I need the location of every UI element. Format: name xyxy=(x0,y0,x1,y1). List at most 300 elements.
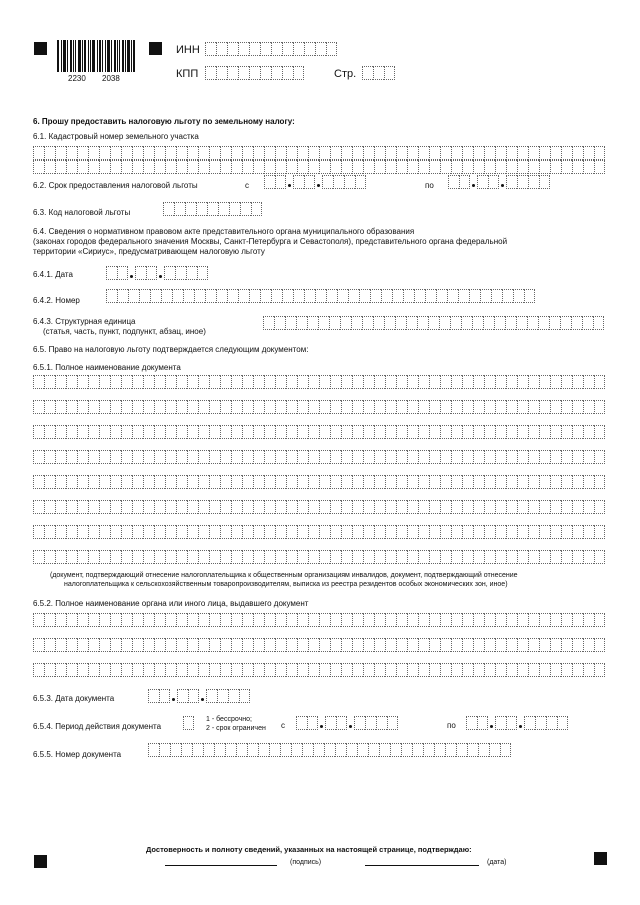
char-cell[interactable] xyxy=(231,425,242,439)
char-cell[interactable] xyxy=(407,450,418,464)
char-cell[interactable] xyxy=(121,500,132,514)
char-cell[interactable] xyxy=(319,663,330,677)
char-cell[interactable] xyxy=(88,375,99,389)
char-cell[interactable] xyxy=(330,160,341,174)
char-cell[interactable] xyxy=(206,689,217,703)
char-cell[interactable] xyxy=(77,613,88,627)
char-cell[interactable] xyxy=(436,289,447,303)
char-cell[interactable] xyxy=(583,550,594,564)
char-cell[interactable] xyxy=(88,400,99,414)
char-cell[interactable] xyxy=(528,500,539,514)
char-cell[interactable] xyxy=(198,613,209,627)
char-cell[interactable] xyxy=(132,500,143,514)
char-cell[interactable] xyxy=(407,375,418,389)
date-part[interactable] xyxy=(448,175,470,189)
benefit-period-to-date[interactable] xyxy=(448,175,550,189)
char-cell[interactable] xyxy=(594,550,605,564)
char-cell[interactable] xyxy=(374,375,385,389)
char-cell[interactable] xyxy=(121,638,132,652)
char-cell[interactable] xyxy=(302,743,313,757)
char-cell[interactable] xyxy=(187,160,198,174)
char-cell[interactable] xyxy=(445,743,456,757)
char-cell[interactable] xyxy=(220,160,231,174)
char-cell[interactable] xyxy=(517,375,528,389)
char-cell[interactable] xyxy=(348,289,359,303)
char-cell[interactable] xyxy=(407,146,418,160)
char-cell[interactable] xyxy=(572,400,583,414)
char-cell[interactable] xyxy=(66,400,77,414)
char-cell[interactable] xyxy=(117,266,128,280)
char-cell[interactable] xyxy=(456,743,467,757)
char-cell[interactable] xyxy=(418,550,429,564)
char-cell[interactable] xyxy=(132,160,143,174)
char-cell[interactable] xyxy=(297,663,308,677)
char-cell[interactable] xyxy=(352,400,363,414)
char-cell[interactable] xyxy=(396,525,407,539)
char-cell[interactable] xyxy=(330,146,341,160)
char-cell[interactable] xyxy=(253,638,264,652)
char-cell[interactable] xyxy=(110,160,121,174)
char-cell[interactable] xyxy=(220,475,231,489)
char-cell[interactable] xyxy=(271,66,282,80)
char-cell[interactable] xyxy=(220,550,231,564)
char-cell[interactable] xyxy=(417,316,428,330)
char-cell[interactable] xyxy=(209,638,220,652)
char-cell[interactable] xyxy=(550,475,561,489)
char-cell[interactable] xyxy=(165,450,176,464)
char-cell[interactable] xyxy=(185,202,196,216)
char-cell[interactable] xyxy=(524,716,535,730)
char-cell[interactable] xyxy=(286,160,297,174)
char-cell[interactable] xyxy=(77,160,88,174)
char-cell[interactable] xyxy=(407,160,418,174)
char-cell[interactable] xyxy=(517,175,528,189)
date-part[interactable] xyxy=(354,716,398,730)
char-cell[interactable] xyxy=(418,475,429,489)
char-cell[interactable] xyxy=(209,400,220,414)
char-cell[interactable] xyxy=(330,375,341,389)
char-cell[interactable] xyxy=(330,613,341,627)
char-cell[interactable] xyxy=(517,525,528,539)
char-cell[interactable] xyxy=(99,400,110,414)
char-cell[interactable] xyxy=(220,613,231,627)
char-cell[interactable] xyxy=(264,450,275,464)
char-cell[interactable] xyxy=(407,613,418,627)
char-cell[interactable] xyxy=(425,289,436,303)
char-cell[interactable] xyxy=(228,689,239,703)
char-cell[interactable] xyxy=(33,475,44,489)
char-cell[interactable] xyxy=(77,500,88,514)
char-cell[interactable] xyxy=(315,42,326,56)
char-cell[interactable] xyxy=(330,550,341,564)
char-cell[interactable] xyxy=(220,450,231,464)
char-cell[interactable] xyxy=(249,289,260,303)
char-cell[interactable] xyxy=(110,450,121,464)
document-name-row-2[interactable] xyxy=(33,400,605,414)
char-cell[interactable] xyxy=(341,425,352,439)
char-cell[interactable] xyxy=(539,663,550,677)
char-cell[interactable] xyxy=(319,525,330,539)
char-cell[interactable] xyxy=(352,638,363,652)
char-cell[interactable] xyxy=(44,450,55,464)
char-cell[interactable] xyxy=(88,160,99,174)
char-cell[interactable] xyxy=(396,375,407,389)
char-cell[interactable] xyxy=(44,500,55,514)
char-cell[interactable] xyxy=(572,450,583,464)
char-cell[interactable] xyxy=(359,289,370,303)
char-cell[interactable] xyxy=(308,450,319,464)
char-cell[interactable] xyxy=(55,475,66,489)
char-cell[interactable] xyxy=(33,550,44,564)
char-cell[interactable] xyxy=(352,550,363,564)
char-cell[interactable] xyxy=(165,500,176,514)
char-cell[interactable] xyxy=(429,400,440,414)
char-cell[interactable] xyxy=(341,638,352,652)
char-cell[interactable] xyxy=(374,146,385,160)
char-cell[interactable] xyxy=(225,743,236,757)
char-cell[interactable] xyxy=(143,613,154,627)
date-part[interactable] xyxy=(495,716,517,730)
char-cell[interactable] xyxy=(77,450,88,464)
char-cell[interactable] xyxy=(506,425,517,439)
char-cell[interactable] xyxy=(132,425,143,439)
char-cell[interactable] xyxy=(174,202,185,216)
char-cell[interactable] xyxy=(143,400,154,414)
char-cell[interactable] xyxy=(550,425,561,439)
char-cell[interactable] xyxy=(484,663,495,677)
char-cell[interactable] xyxy=(110,663,121,677)
cadastral-number-row-2[interactable] xyxy=(33,160,605,174)
char-cell[interactable] xyxy=(484,425,495,439)
char-cell[interactable] xyxy=(242,663,253,677)
char-cell[interactable] xyxy=(308,146,319,160)
char-cell[interactable] xyxy=(231,638,242,652)
char-cell[interactable] xyxy=(528,400,539,414)
char-cell[interactable] xyxy=(489,743,500,757)
char-cell[interactable] xyxy=(319,375,330,389)
char-cell[interactable] xyxy=(355,175,366,189)
char-cell[interactable] xyxy=(495,475,506,489)
char-cell[interactable] xyxy=(128,289,139,303)
char-cell[interactable] xyxy=(550,450,561,464)
char-cell[interactable] xyxy=(517,475,528,489)
char-cell[interactable] xyxy=(429,500,440,514)
char-cell[interactable] xyxy=(374,160,385,174)
char-cell[interactable] xyxy=(495,160,506,174)
char-cell[interactable] xyxy=(132,375,143,389)
char-cell[interactable] xyxy=(275,613,286,627)
char-cell[interactable] xyxy=(440,525,451,539)
char-cell[interactable] xyxy=(385,160,396,174)
char-cell[interactable] xyxy=(447,289,458,303)
char-cell[interactable] xyxy=(517,613,528,627)
date-part[interactable] xyxy=(206,689,250,703)
char-cell[interactable] xyxy=(293,175,304,189)
issuer-name-row-1[interactable] xyxy=(33,613,605,627)
char-cell[interactable] xyxy=(495,663,506,677)
date-part[interactable] xyxy=(177,689,199,703)
char-cell[interactable] xyxy=(473,160,484,174)
char-cell[interactable] xyxy=(528,663,539,677)
char-cell[interactable] xyxy=(561,638,572,652)
validity-from-date[interactable] xyxy=(296,716,398,730)
char-cell[interactable] xyxy=(264,160,275,174)
char-cell[interactable] xyxy=(396,450,407,464)
char-cell[interactable] xyxy=(209,663,220,677)
char-cell[interactable] xyxy=(506,475,517,489)
char-cell[interactable] xyxy=(110,638,121,652)
char-cell[interactable] xyxy=(242,500,253,514)
char-cell[interactable] xyxy=(374,525,385,539)
char-cell[interactable] xyxy=(451,663,462,677)
char-cell[interactable] xyxy=(205,66,216,80)
char-cell[interactable] xyxy=(392,289,403,303)
char-cell[interactable] xyxy=(385,450,396,464)
char-cell[interactable] xyxy=(99,500,110,514)
char-cell[interactable] xyxy=(220,663,231,677)
char-cell[interactable] xyxy=(418,663,429,677)
char-cell[interactable] xyxy=(429,550,440,564)
char-cell[interactable] xyxy=(539,450,550,464)
char-cell[interactable] xyxy=(159,689,170,703)
char-cell[interactable] xyxy=(462,450,473,464)
char-cell[interactable] xyxy=(550,550,561,564)
char-cell[interactable] xyxy=(352,500,363,514)
char-cell[interactable] xyxy=(363,550,374,564)
char-cell[interactable] xyxy=(77,400,88,414)
char-cell[interactable] xyxy=(110,500,121,514)
char-cell[interactable] xyxy=(275,175,286,189)
char-cell[interactable] xyxy=(319,638,330,652)
char-cell[interactable] xyxy=(484,525,495,539)
char-cell[interactable] xyxy=(143,525,154,539)
char-cell[interactable] xyxy=(506,716,517,730)
char-cell[interactable] xyxy=(164,266,175,280)
char-cell[interactable] xyxy=(99,146,110,160)
date-part[interactable] xyxy=(477,175,499,189)
char-cell[interactable] xyxy=(154,146,165,160)
char-cell[interactable] xyxy=(318,316,329,330)
char-cell[interactable] xyxy=(242,550,253,564)
char-cell[interactable] xyxy=(132,450,143,464)
char-cell[interactable] xyxy=(44,425,55,439)
char-cell[interactable] xyxy=(495,716,506,730)
char-cell[interactable] xyxy=(483,316,494,330)
char-cell[interactable] xyxy=(154,663,165,677)
char-cell[interactable] xyxy=(429,663,440,677)
char-cell[interactable] xyxy=(77,638,88,652)
validity-to-date[interactable] xyxy=(466,716,568,730)
char-cell[interactable] xyxy=(33,613,44,627)
char-cell[interactable] xyxy=(477,716,488,730)
char-cell[interactable] xyxy=(66,160,77,174)
char-cell[interactable] xyxy=(352,663,363,677)
char-cell[interactable] xyxy=(505,316,516,330)
char-cell[interactable] xyxy=(264,375,275,389)
char-cell[interactable] xyxy=(143,663,154,677)
char-cell[interactable] xyxy=(550,613,561,627)
char-cell[interactable] xyxy=(264,663,275,677)
char-cell[interactable] xyxy=(385,475,396,489)
char-cell[interactable] xyxy=(354,716,365,730)
char-cell[interactable] xyxy=(165,663,176,677)
signature-line[interactable] xyxy=(165,865,277,866)
char-cell[interactable] xyxy=(275,425,286,439)
char-cell[interactable] xyxy=(440,375,451,389)
document-number-field[interactable] xyxy=(148,743,511,757)
char-cell[interactable] xyxy=(594,663,605,677)
char-cell[interactable] xyxy=(506,638,517,652)
char-cell[interactable] xyxy=(561,400,572,414)
char-cell[interactable] xyxy=(494,316,505,330)
date-part[interactable] xyxy=(164,266,208,280)
char-cell[interactable] xyxy=(506,613,517,627)
char-cell[interactable] xyxy=(186,266,197,280)
char-cell[interactable] xyxy=(594,638,605,652)
char-cell[interactable] xyxy=(209,475,220,489)
char-cell[interactable] xyxy=(242,146,253,160)
char-cell[interactable] xyxy=(429,160,440,174)
char-cell[interactable] xyxy=(379,743,390,757)
char-cell[interactable] xyxy=(517,425,528,439)
char-cell[interactable] xyxy=(286,400,297,414)
char-cell[interactable] xyxy=(154,425,165,439)
char-cell[interactable] xyxy=(304,175,315,189)
char-cell[interactable] xyxy=(373,316,384,330)
char-cell[interactable] xyxy=(154,375,165,389)
char-cell[interactable] xyxy=(330,638,341,652)
char-cell[interactable] xyxy=(385,663,396,677)
char-cell[interactable] xyxy=(396,500,407,514)
char-cell[interactable] xyxy=(407,663,418,677)
char-cell[interactable] xyxy=(363,450,374,464)
char-cell[interactable] xyxy=(583,663,594,677)
char-cell[interactable] xyxy=(121,550,132,564)
char-cell[interactable] xyxy=(414,289,425,303)
char-cell[interactable] xyxy=(150,289,161,303)
char-cell[interactable] xyxy=(458,289,469,303)
char-cell[interactable] xyxy=(451,400,462,414)
char-cell[interactable] xyxy=(198,663,209,677)
char-cell[interactable] xyxy=(352,425,363,439)
char-cell[interactable] xyxy=(220,525,231,539)
char-cell[interactable] xyxy=(263,316,274,330)
char-cell[interactable] xyxy=(428,316,439,330)
char-cell[interactable] xyxy=(175,266,186,280)
char-cell[interactable] xyxy=(434,743,445,757)
char-cell[interactable] xyxy=(143,638,154,652)
char-cell[interactable] xyxy=(403,289,414,303)
char-cell[interactable] xyxy=(260,289,271,303)
char-cell[interactable] xyxy=(370,289,381,303)
char-cell[interactable] xyxy=(121,160,132,174)
char-cell[interactable] xyxy=(506,160,517,174)
char-cell[interactable] xyxy=(418,638,429,652)
char-cell[interactable] xyxy=(539,375,550,389)
char-cell[interactable] xyxy=(304,42,315,56)
char-cell[interactable] xyxy=(495,146,506,160)
char-cell[interactable] xyxy=(229,202,240,216)
char-cell[interactable] xyxy=(253,160,264,174)
char-cell[interactable] xyxy=(341,613,352,627)
char-cell[interactable] xyxy=(66,663,77,677)
char-cell[interactable] xyxy=(550,375,561,389)
char-cell[interactable] xyxy=(407,475,418,489)
char-cell[interactable] xyxy=(88,613,99,627)
char-cell[interactable] xyxy=(249,66,260,80)
char-cell[interactable] xyxy=(297,146,308,160)
char-cell[interactable] xyxy=(271,42,282,56)
char-cell[interactable] xyxy=(352,475,363,489)
char-cell[interactable] xyxy=(429,425,440,439)
char-cell[interactable] xyxy=(583,425,594,439)
char-cell[interactable] xyxy=(593,316,604,330)
char-cell[interactable] xyxy=(407,550,418,564)
char-cell[interactable] xyxy=(352,375,363,389)
char-cell[interactable] xyxy=(110,525,121,539)
char-cell[interactable] xyxy=(363,638,374,652)
char-cell[interactable] xyxy=(220,375,231,389)
char-cell[interactable] xyxy=(528,638,539,652)
char-cell[interactable] xyxy=(33,425,44,439)
char-cell[interactable] xyxy=(451,475,462,489)
char-cell[interactable] xyxy=(363,663,374,677)
structural-unit-field[interactable] xyxy=(263,316,604,330)
char-cell[interactable] xyxy=(121,375,132,389)
char-cell[interactable] xyxy=(319,500,330,514)
char-cell[interactable] xyxy=(451,638,462,652)
char-cell[interactable] xyxy=(583,500,594,514)
char-cell[interactable] xyxy=(99,160,110,174)
char-cell[interactable] xyxy=(346,743,357,757)
char-cell[interactable] xyxy=(286,663,297,677)
char-cell[interactable] xyxy=(451,146,462,160)
char-cell[interactable] xyxy=(88,638,99,652)
char-cell[interactable] xyxy=(177,689,188,703)
char-cell[interactable] xyxy=(154,638,165,652)
char-cell[interactable] xyxy=(264,475,275,489)
char-cell[interactable] xyxy=(253,400,264,414)
char-cell[interactable] xyxy=(205,289,216,303)
char-cell[interactable] xyxy=(110,146,121,160)
char-cell[interactable] xyxy=(484,638,495,652)
char-cell[interactable] xyxy=(183,716,194,730)
char-cell[interactable] xyxy=(308,500,319,514)
char-cell[interactable] xyxy=(351,316,362,330)
char-cell[interactable] xyxy=(440,425,451,439)
char-cell[interactable] xyxy=(231,375,242,389)
char-cell[interactable] xyxy=(55,550,66,564)
char-cell[interactable] xyxy=(418,525,429,539)
char-cell[interactable] xyxy=(216,66,227,80)
char-cell[interactable] xyxy=(121,475,132,489)
char-cell[interactable] xyxy=(363,375,374,389)
char-cell[interactable] xyxy=(390,743,401,757)
char-cell[interactable] xyxy=(286,525,297,539)
char-cell[interactable] xyxy=(440,146,451,160)
char-cell[interactable] xyxy=(66,146,77,160)
char-cell[interactable] xyxy=(99,550,110,564)
char-cell[interactable] xyxy=(462,525,473,539)
char-cell[interactable] xyxy=(362,316,373,330)
char-cell[interactable] xyxy=(572,525,583,539)
char-cell[interactable] xyxy=(207,202,218,216)
char-cell[interactable] xyxy=(275,160,286,174)
char-cell[interactable] xyxy=(462,550,473,564)
char-cell[interactable] xyxy=(549,316,560,330)
char-cell[interactable] xyxy=(319,475,330,489)
char-cell[interactable] xyxy=(451,160,462,174)
